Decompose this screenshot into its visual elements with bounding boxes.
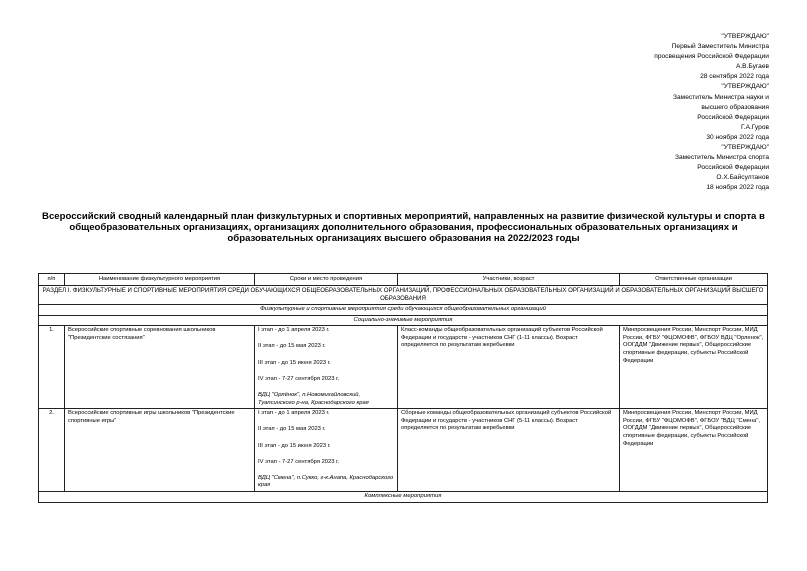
section-title: РАЗДЕЛ I. ФИЗКУЛЬТУРНЫЕ И СПОРТИВНЫЕ МЕРОПРИЯТИЯ СРЕДИ ОБУЧАЮЩИХСЯ ОБЩЕОБРАЗОВАТЕЛЬНЫХ ОРГАНИЗАЦИЙ, ПРОФЕССИОНАЛЬНЫХ ОБРАЗОВАТЕЛЬНЫХ ОРГАНИЗАЦИЙ И ОБРАЗОВАТЕЛЬНЫХ ОРГАНИЗАЦИЙ ВЫСШЕГО ОБРАЗОВАНИЯ (39, 286, 768, 305)
row-number: 1. (39, 326, 65, 409)
event-name: Всероссийские спортивные соревнования школьников "Президентские состязания" (65, 326, 255, 409)
approval-line: "УТВЕРЖДАЮ" (721, 33, 769, 40)
approval-line: "УТВЕРЖДАЮ" (721, 144, 769, 152)
approval-line: Заместитель Министра спорта (674, 154, 769, 162)
approval-block (654, 32, 769, 194)
approval-line: О.Х.Байсултанов (716, 174, 769, 182)
events-table (38, 273, 768, 503)
event-participants: Сборные команды общеобразовательных организаций субъектов Российской Федерации и государств - участников СНГ (5-11 классы). Возраст определяется по результатам жеребьевки (398, 409, 620, 492)
event-dates (255, 326, 398, 409)
table-row (39, 409, 768, 492)
col-header-name: Наименование физкультурного мероприятия (65, 274, 255, 286)
approval-line: 30 ноября 2022 года (706, 133, 769, 141)
event-participants: Класс-команды общеобразовательных организаций субъектов Российской Федерации и государств - участников СНГ (1-11 классы). Возраст определяется по результатам жеребьевки (398, 326, 620, 409)
table-row (39, 326, 768, 409)
category-row (39, 315, 768, 326)
stage-4: IV этап - 7-27 сентября 2023 г. (258, 375, 340, 382)
category-row (39, 492, 768, 503)
col-header-responsible: Ответственные организации (620, 274, 768, 286)
stage-2: II этап - до 15 мая 2023 г. (258, 343, 326, 350)
approval-line: Г.А.Гуров (740, 123, 769, 131)
stage-3: III этап - до 15 июня 2023 г. (258, 359, 331, 366)
event-dates (255, 409, 398, 492)
approval-line: Первый Заместитель Министра (671, 43, 769, 51)
event-venue: ВДЦ "Орлёнок", п.Новомихайловский, Туапсинского р-на, Краснодарского края (258, 391, 369, 406)
stage-3: III этап - до 15 июня 2023 г. (258, 442, 331, 449)
approval-line: "УТВЕРЖДАЮ" (721, 83, 769, 91)
approval-line: Российской Федерации (697, 164, 769, 172)
col-header-dates: Сроки и место проведения (255, 274, 398, 286)
category-title: Комплексные мероприятия (39, 492, 768, 503)
row-number: 2. (39, 409, 65, 492)
table-header-row (39, 274, 768, 286)
approval-line: Заместитель Министра науки и (673, 93, 769, 101)
subsection-title: Физкультурные и спортивные мероприятия среди обучающихся общеобразовательных организаций (39, 305, 768, 316)
stage-1: I этап - до 1 апреля 2023 г. (258, 327, 330, 334)
subsection-row (39, 305, 768, 316)
stage-1: I этап - до 1 апреля 2023 г. (258, 410, 330, 417)
event-venue: ВДЦ "Смена", п.Сукко, г-к.Анапа, Краснодарского края (258, 474, 394, 489)
col-header-participants: Участники, возраст (398, 274, 620, 286)
approval-line: просвещения Российской Федерации (654, 53, 769, 61)
category-title: Социально-значимые мероприятия (39, 315, 768, 326)
stage-2: II этап - до 15 мая 2023 г. (258, 426, 326, 433)
approval-line: А.В.Бугаев (735, 63, 769, 71)
event-name: Всероссийские спортивные игры школьников "Президентские спортивные игры" (65, 409, 255, 492)
event-responsible: Минпросвещения России, Минспорт России, МИД России, ФГБУ "ФЦОМОФВ", ФГБОУ "ВДЦ "Смена", ООГДДМ "Движение первых", Общероссийские спортивные федерации, субъекты Российской Федерации (620, 409, 768, 492)
section-row (39, 286, 768, 305)
approval-line: 28 сентября 2022 года (700, 73, 769, 81)
approval-line: 18 ноября 2022 года (706, 184, 769, 192)
approval-line: высшего образования (701, 103, 769, 111)
approval-line: Российской Федерации (697, 113, 769, 121)
event-responsible: Минпросвещения России, Минспорт России, МИД России, ФГБУ "ФЦОМОФВ", ФГБОУ ВДЦ "Орленок", ООГДДМ "Движение первых", Общероссийские спортивные федерации, субъекты Российской Федерации (620, 326, 768, 409)
stage-4: IV этап - 7-27 сентября 2023 г. (258, 458, 340, 465)
document-title: Всероссийский сводный календарный план физкультурных и спортивных мероприятий, направленных на развитие физической культуры и спорта в общеобразовательных организациях, организациях дополнительного образования, профессиональных образовательных организациях и образовательных организациях высшего образования на 2022/2023 годы (42, 211, 765, 245)
col-header-num: п/п (39, 274, 65, 286)
